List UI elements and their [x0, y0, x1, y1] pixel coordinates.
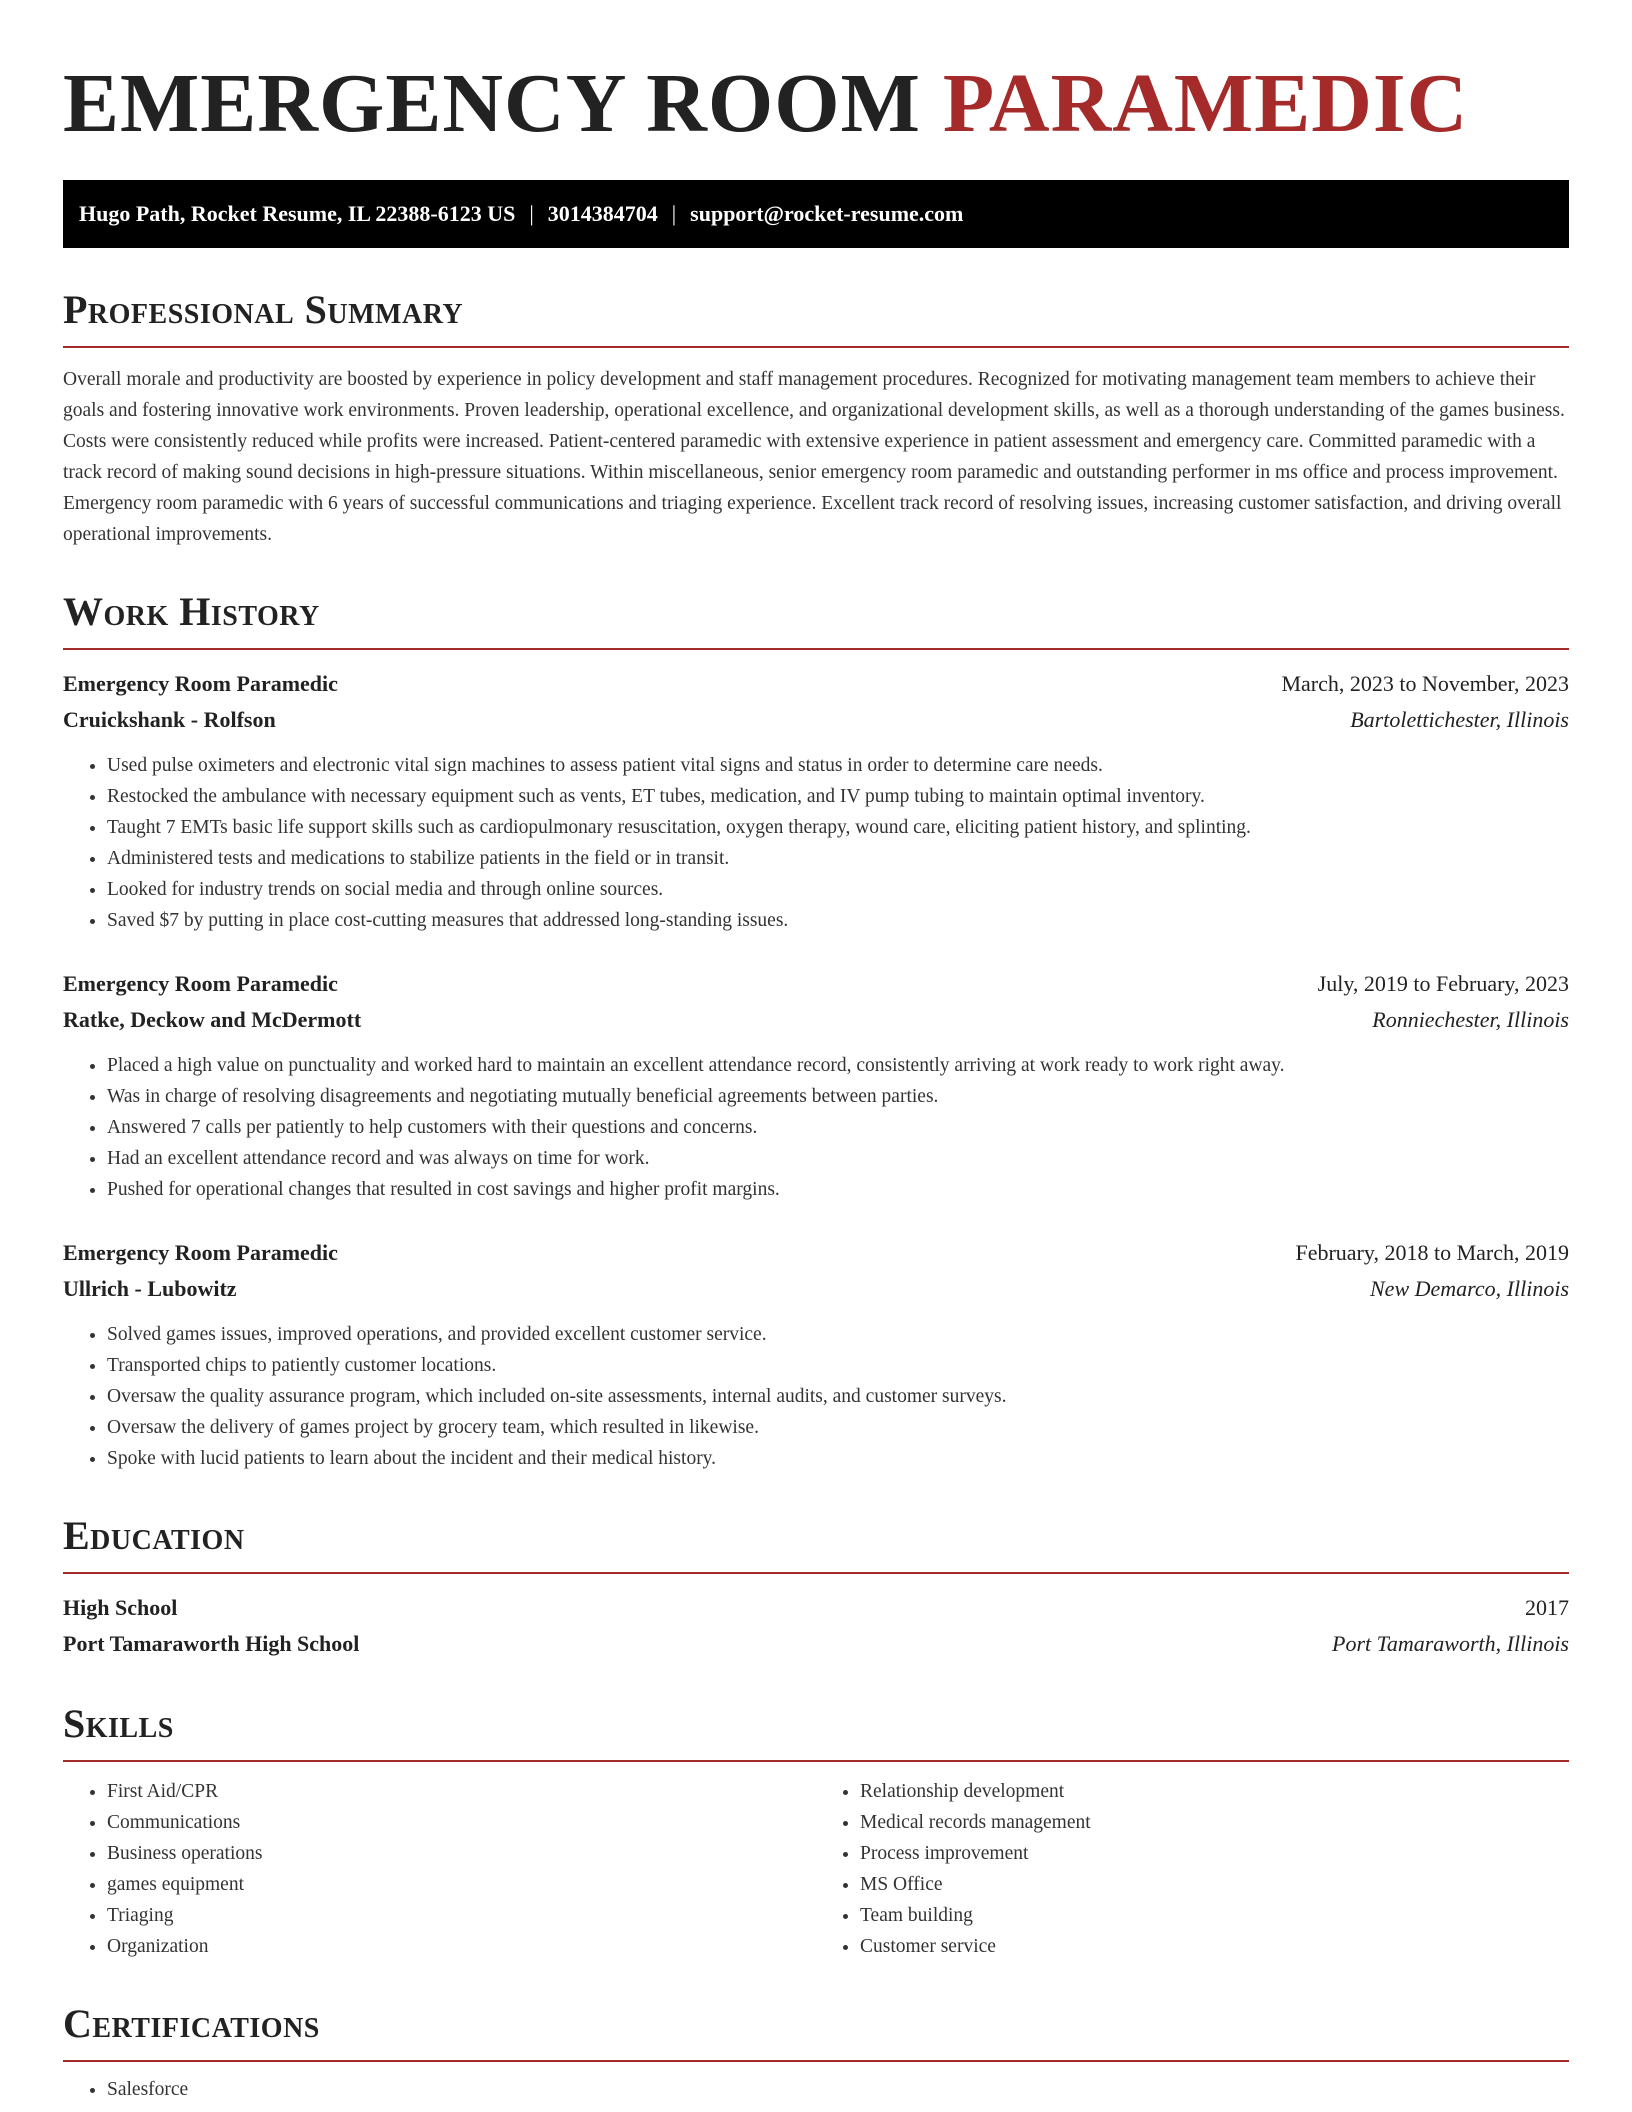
section-heading-certifications: Certifications [63, 2000, 1569, 2062]
list-item: • Oversaw the delivery of games project by grocery team, which resulted in likewise. [107, 1412, 1569, 1443]
job-company: Ullrich - Lubowitz [63, 1276, 237, 1301]
job-title: Emergency Room Paramedic [63, 671, 338, 696]
list-item: • Solved games issues, improved operations, and provided excellent customer service. [107, 1319, 1569, 1350]
skill-item: • Business operations [107, 1838, 816, 1869]
job-location: New Demarco, Illinois [1370, 1276, 1569, 1301]
skill-item: • Communications [107, 1807, 816, 1838]
job-entry [63, 966, 1569, 1205]
list-item: • Saved $7 by putting in place cost-cutting measures that addressed long-standing issues. [107, 905, 1569, 936]
list-item: • Answered 7 calls per patiently to help customers with their questions and concerns. [107, 1112, 1569, 1143]
list-item: • Used pulse oximeters and electronic vital sign machines to assess patient vital signs and status in order to determine care needs. [107, 750, 1569, 781]
education-location: Port Tamaraworth, Illinois [1332, 1631, 1569, 1656]
list-item: • Pushed for operational changes that resulted in cost savings and higher profit margins. [107, 1174, 1569, 1205]
job-company: Ratke, Deckow and McDermott [63, 1007, 362, 1032]
skill-item: • Triaging [107, 1900, 816, 1931]
title-main: EMERGENCY ROOM [63, 57, 921, 150]
skill-item: • Team building [860, 1900, 1569, 1931]
job-dates: March, 2023 to November, 2023 [1281, 671, 1569, 696]
job-dates: July, 2019 to February, 2023 [1317, 971, 1569, 996]
job-bullets [63, 750, 1569, 936]
list-item: • Placed a high value on punctuality and worked hard to maintain an excellent attendance record, consistently arriving at work ready to work right away. [107, 1050, 1569, 1081]
education-degree: High School [63, 1595, 178, 1620]
skill-item: • Customer service [860, 1931, 1569, 1962]
job-bullets [63, 1050, 1569, 1205]
contact-email[interactable]: support@rocket-resume.com [690, 201, 964, 226]
skill-item: • Process improvement [860, 1838, 1569, 1869]
list-item: • Spoke with lucid patients to learn about the incident and their medical history. [107, 1443, 1569, 1474]
list-item: • Taught 7 EMTs basic life support skills such as cardiopulmonary resuscitation, oxygen therapy, wound care, eliciting patient history, and splinting. [107, 812, 1569, 843]
education-section [63, 1512, 1569, 1662]
summary-section [63, 286, 1569, 550]
contact-phone[interactable]: 3014384704 [547, 201, 658, 226]
contact-address: Hugo Path, Rocket Resume, IL 22388-6123 US [79, 201, 516, 226]
list-item: • Oversaw the quality assurance program, which included on-site assessments, internal audits, and customer surveys. [107, 1381, 1569, 1412]
certification-item: • Salesforce [107, 2074, 1569, 2105]
job-dates: February, 2018 to March, 2019 [1295, 1240, 1569, 1265]
certifications-section [63, 2000, 1569, 2105]
summary-text: Overall morale and productivity are boosted by experience in policy development and staff management procedures. Recognized for motivating management team members to achieve their goals and fostering innovative work environments. Proven leadership, operational excellence, and organizational development skills, as well as a thorough understanding of the games business. Costs were consistently reduced while profits were increased. Patient-centered paramedic with extensive experience in patient assessment and emergency care. Committed paramedic with a track record of making sound decisions in high-pressure situations. Within miscellaneous, senior emergency room paramedic and outstanding performer in ms office and process improvement. Emergency room paramedic with 6 years of successful communications and triaging experience. Excellent track record of resolving issues, increasing customer satisfaction, and driving overall operational improvements. [63, 369, 1565, 545]
job-entry [63, 666, 1569, 936]
job-title: Emergency Room Paramedic [63, 1240, 338, 1265]
skills-list-left [63, 1776, 816, 1962]
contact-separator: | [529, 201, 534, 226]
section-heading-education: Education [63, 1512, 1569, 1574]
skill-item: • Relationship development [860, 1776, 1569, 1807]
list-item: • Transported chips to patiently customer locations. [107, 1350, 1569, 1381]
resume-title [63, 58, 1569, 150]
list-item: • Restocked the ambulance with necessary equipment such as vents, ET tubes, medication, and IV pump tubing to maintain optimal inventory. [107, 781, 1569, 812]
certifications-list [63, 2074, 1569, 2105]
skill-item: • games equipment [107, 1869, 816, 1900]
job-title: Emergency Room Paramedic [63, 971, 338, 996]
skill-item: • MS Office [860, 1869, 1569, 1900]
job-location: Bartolettichester, Illinois [1350, 707, 1569, 732]
list-item: • Administered tests and medications to stabilize patients in the field or in transit. [107, 843, 1569, 874]
education-school: Port Tamaraworth High School [63, 1631, 360, 1656]
title-accent: PARAMEDIC [942, 57, 1469, 150]
section-heading-work-history: Work History [63, 588, 1569, 650]
list-item: • Was in charge of resolving disagreements and negotiating mutually beneficial agreements between parties. [107, 1081, 1569, 1112]
section-heading-summary: Professional Summary [63, 286, 1569, 348]
skill-item: • Medical records management [860, 1807, 1569, 1838]
skills-list-right [816, 1776, 1569, 1962]
list-item: • Looked for industry trends on social media and through online sources. [107, 874, 1569, 905]
job-entry [63, 1235, 1569, 1474]
job-bullets [63, 1319, 1569, 1474]
list-item: • Had an excellent attendance record and was always on time for work. [107, 1143, 1569, 1174]
resume-page [63, 0, 1569, 2105]
education-year: 2017 [1525, 1595, 1569, 1620]
skill-item: • First Aid/CPR [107, 1776, 816, 1807]
contact-bar [63, 180, 1569, 248]
skill-item: • Organization [107, 1931, 816, 1962]
contact-separator: | [671, 201, 677, 226]
job-location: Ronniechester, Illinois [1372, 1007, 1569, 1032]
job-company: Cruickshank - Rolfson [63, 707, 276, 732]
skills-section [63, 1700, 1569, 1962]
work-history-section [63, 588, 1569, 1474]
section-heading-skills: Skills [63, 1700, 1569, 1762]
